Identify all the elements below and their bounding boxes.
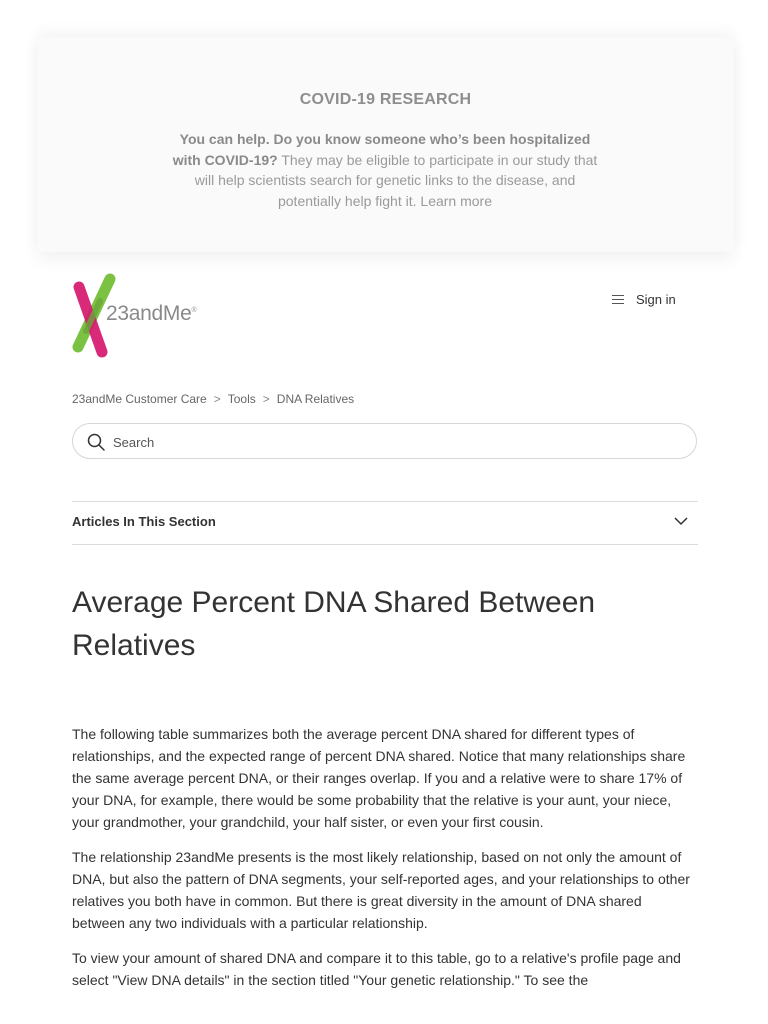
sign-in-button[interactable]: [612, 292, 676, 307]
breadcrumb-separator: >: [213, 392, 221, 406]
search-icon: [87, 433, 105, 451]
search-input[interactable]: [111, 430, 675, 454]
section-label: Articles In This Section: [72, 514, 216, 529]
article-body: [72, 723, 698, 1004]
article-paragraph: The relationship 23andMe presents is the most likely relationship, based on not only the amount of DNA, but also the pattern of DNA segments, your self-reported ages, and your relationships to other relatives you both have in common. But there is great diversity in the amount of DNA shared between any two individuals with a particular relationship.: [72, 849, 690, 931]
banner-body-text: They may be eligible to participate in our study that will help scientists search for genetic links to the disease, and potentially help fight it.: [194, 151, 598, 209]
chevron-down-icon: [674, 516, 688, 526]
search-box[interactable]: [72, 423, 697, 459]
breadcrumb: [72, 392, 354, 406]
articles-in-section-toggle[interactable]: [72, 501, 698, 545]
sign-in-label: Sign in: [636, 292, 676, 307]
learn-more-link[interactable]: Learn more: [420, 192, 492, 209]
breadcrumb-customer-care[interactable]: 23andMe Customer Care: [72, 392, 207, 406]
page-title: Average Percent DNA Shared Between Relatives: [72, 586, 596, 662]
banner-text: [165, 129, 605, 211]
article-paragraph: To view your amount of shared DNA and compare it to this table, go to a relative's profile page and select "View DNA details" in the section titled "Your genetic relationship." To see the: [72, 950, 681, 988]
menu-icon: [612, 295, 624, 305]
covid-banner: [37, 37, 734, 252]
breadcrumb-dna-relatives[interactable]: DNA Relatives: [276, 392, 355, 406]
banner-title: COVID-19 RESEARCH: [299, 91, 472, 108]
banner-bold-text: You can help. Do you know someone who’s been hospitalized with COVID-19?: [172, 131, 591, 168]
logo-wordmark: 23andMe®: [106, 302, 197, 325]
article-paragraph: The following table summarizes both the average percent DNA shared for different types of relationships, and the expected range of percent DNA shared. Notice that many relationships share the same average percent DNA, or their ranges overlap. If you and a relative were to share 17% of your DNA, for example, there would be some probability that the relative is your aunt, your niece, your grandmother, your grandchild, your half sister, or even your first cousin.: [72, 726, 686, 830]
breadcrumb-separator: >: [262, 392, 270, 406]
breadcrumb-tools[interactable]: Tools: [227, 392, 256, 406]
